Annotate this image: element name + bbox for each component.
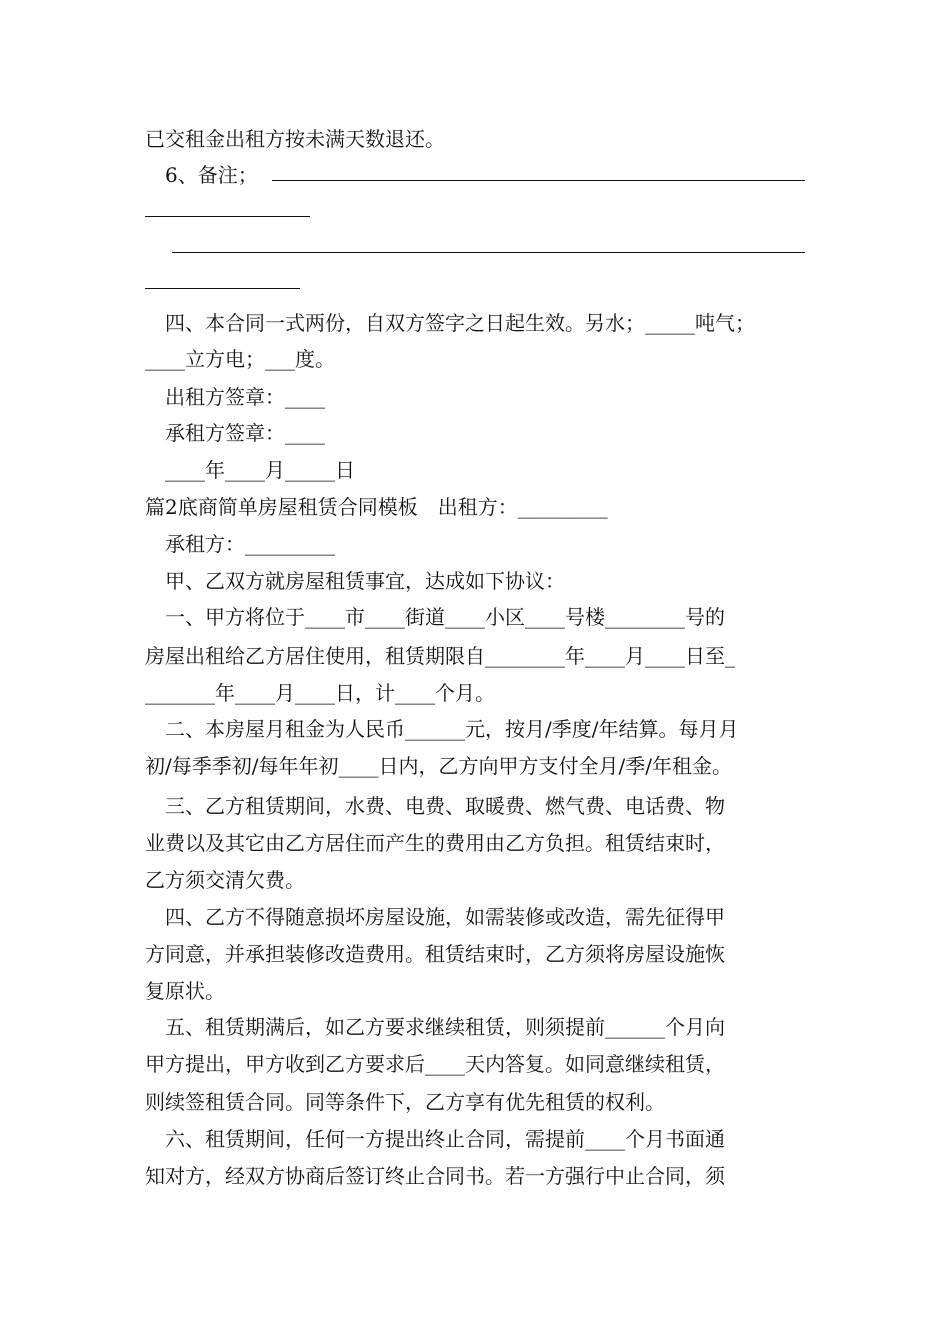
text-line: ____立方电；___度。 (145, 347, 335, 371)
clause-line: 业费以及其它由乙方居住而产生的费用由乙方负担。租赁结束时， (145, 831, 725, 855)
remarks-blank-line (145, 216, 310, 217)
lessee-field: 承租方：_________ (165, 532, 335, 556)
clause-line: 房屋出租给乙方居住使用，租赁期限自________年____月____日至_ (145, 644, 735, 668)
section-title: 篇2底商简单房屋租赁合同模板 出租方：_________ (145, 495, 608, 519)
lessor-signature: 出租方签章：____ (165, 385, 325, 409)
clause-line: 乙方须交清欠费。 (145, 868, 305, 892)
clause-line: 方同意，并承担装修改造费用。租赁结束时，乙方须将房屋设施恢 (145, 942, 725, 966)
clause-line: 甲方提出，甲方收到乙方要求后____天内答复。如同意继续租赁， (145, 1052, 725, 1076)
clause-line: 复原状。 (145, 979, 225, 1003)
clause-line: 二、本房屋月租金为人民币______元，按月/季度/年结算。每月月 (165, 717, 739, 741)
text-line: 已交租金出租方按未满天数退还。 (145, 127, 445, 151)
clause-line: 三、乙方租赁期间，水费、电费、取暖费、燃气费、电话费、物 (165, 794, 725, 818)
clause-line: 则续签租赁合同。同等条件下，乙方享有优先租赁的权利。 (145, 1090, 665, 1114)
clause-line: 五、租赁期满后，如乙方要求继续租赁，则须提前______个月向 (165, 1015, 725, 1039)
remarks-label: 6、备注； (165, 163, 258, 187)
clause-line: 初/每季季初/每年年初____日内，乙方向甲方支付全月/季/年租金。 (145, 754, 732, 778)
remarks-blank-line (272, 180, 805, 181)
clause-line: _______年____月____日，计____个月。 (145, 681, 495, 705)
clause-line: 知对方，经双方协商后签订终止合同书。若一方强行中止合同，须 (145, 1164, 725, 1188)
clause-line: 一、甲方将位于____市____街道____小区____号楼________号的 (165, 605, 725, 629)
clause-line: 六、租赁期间，任何一方提出终止合同，需提前____个月书面通 (165, 1127, 725, 1151)
remarks-blank-line (172, 252, 805, 253)
clause-line: 四、乙方不得随意损坏房屋设施，如需装修或改造，需先征得甲 (165, 905, 725, 929)
lessee-signature: 承租方签章：____ (165, 421, 325, 445)
text-line: 甲、乙双方就房屋租赁事宜，达成如下协议： (165, 569, 565, 593)
remarks-blank-line (145, 288, 300, 289)
text-line: 四、本合同一式两份，自双方签字之日起生效。另水；_____吨气； (165, 311, 755, 335)
signature-date: ____年____月_____日 (165, 458, 355, 482)
